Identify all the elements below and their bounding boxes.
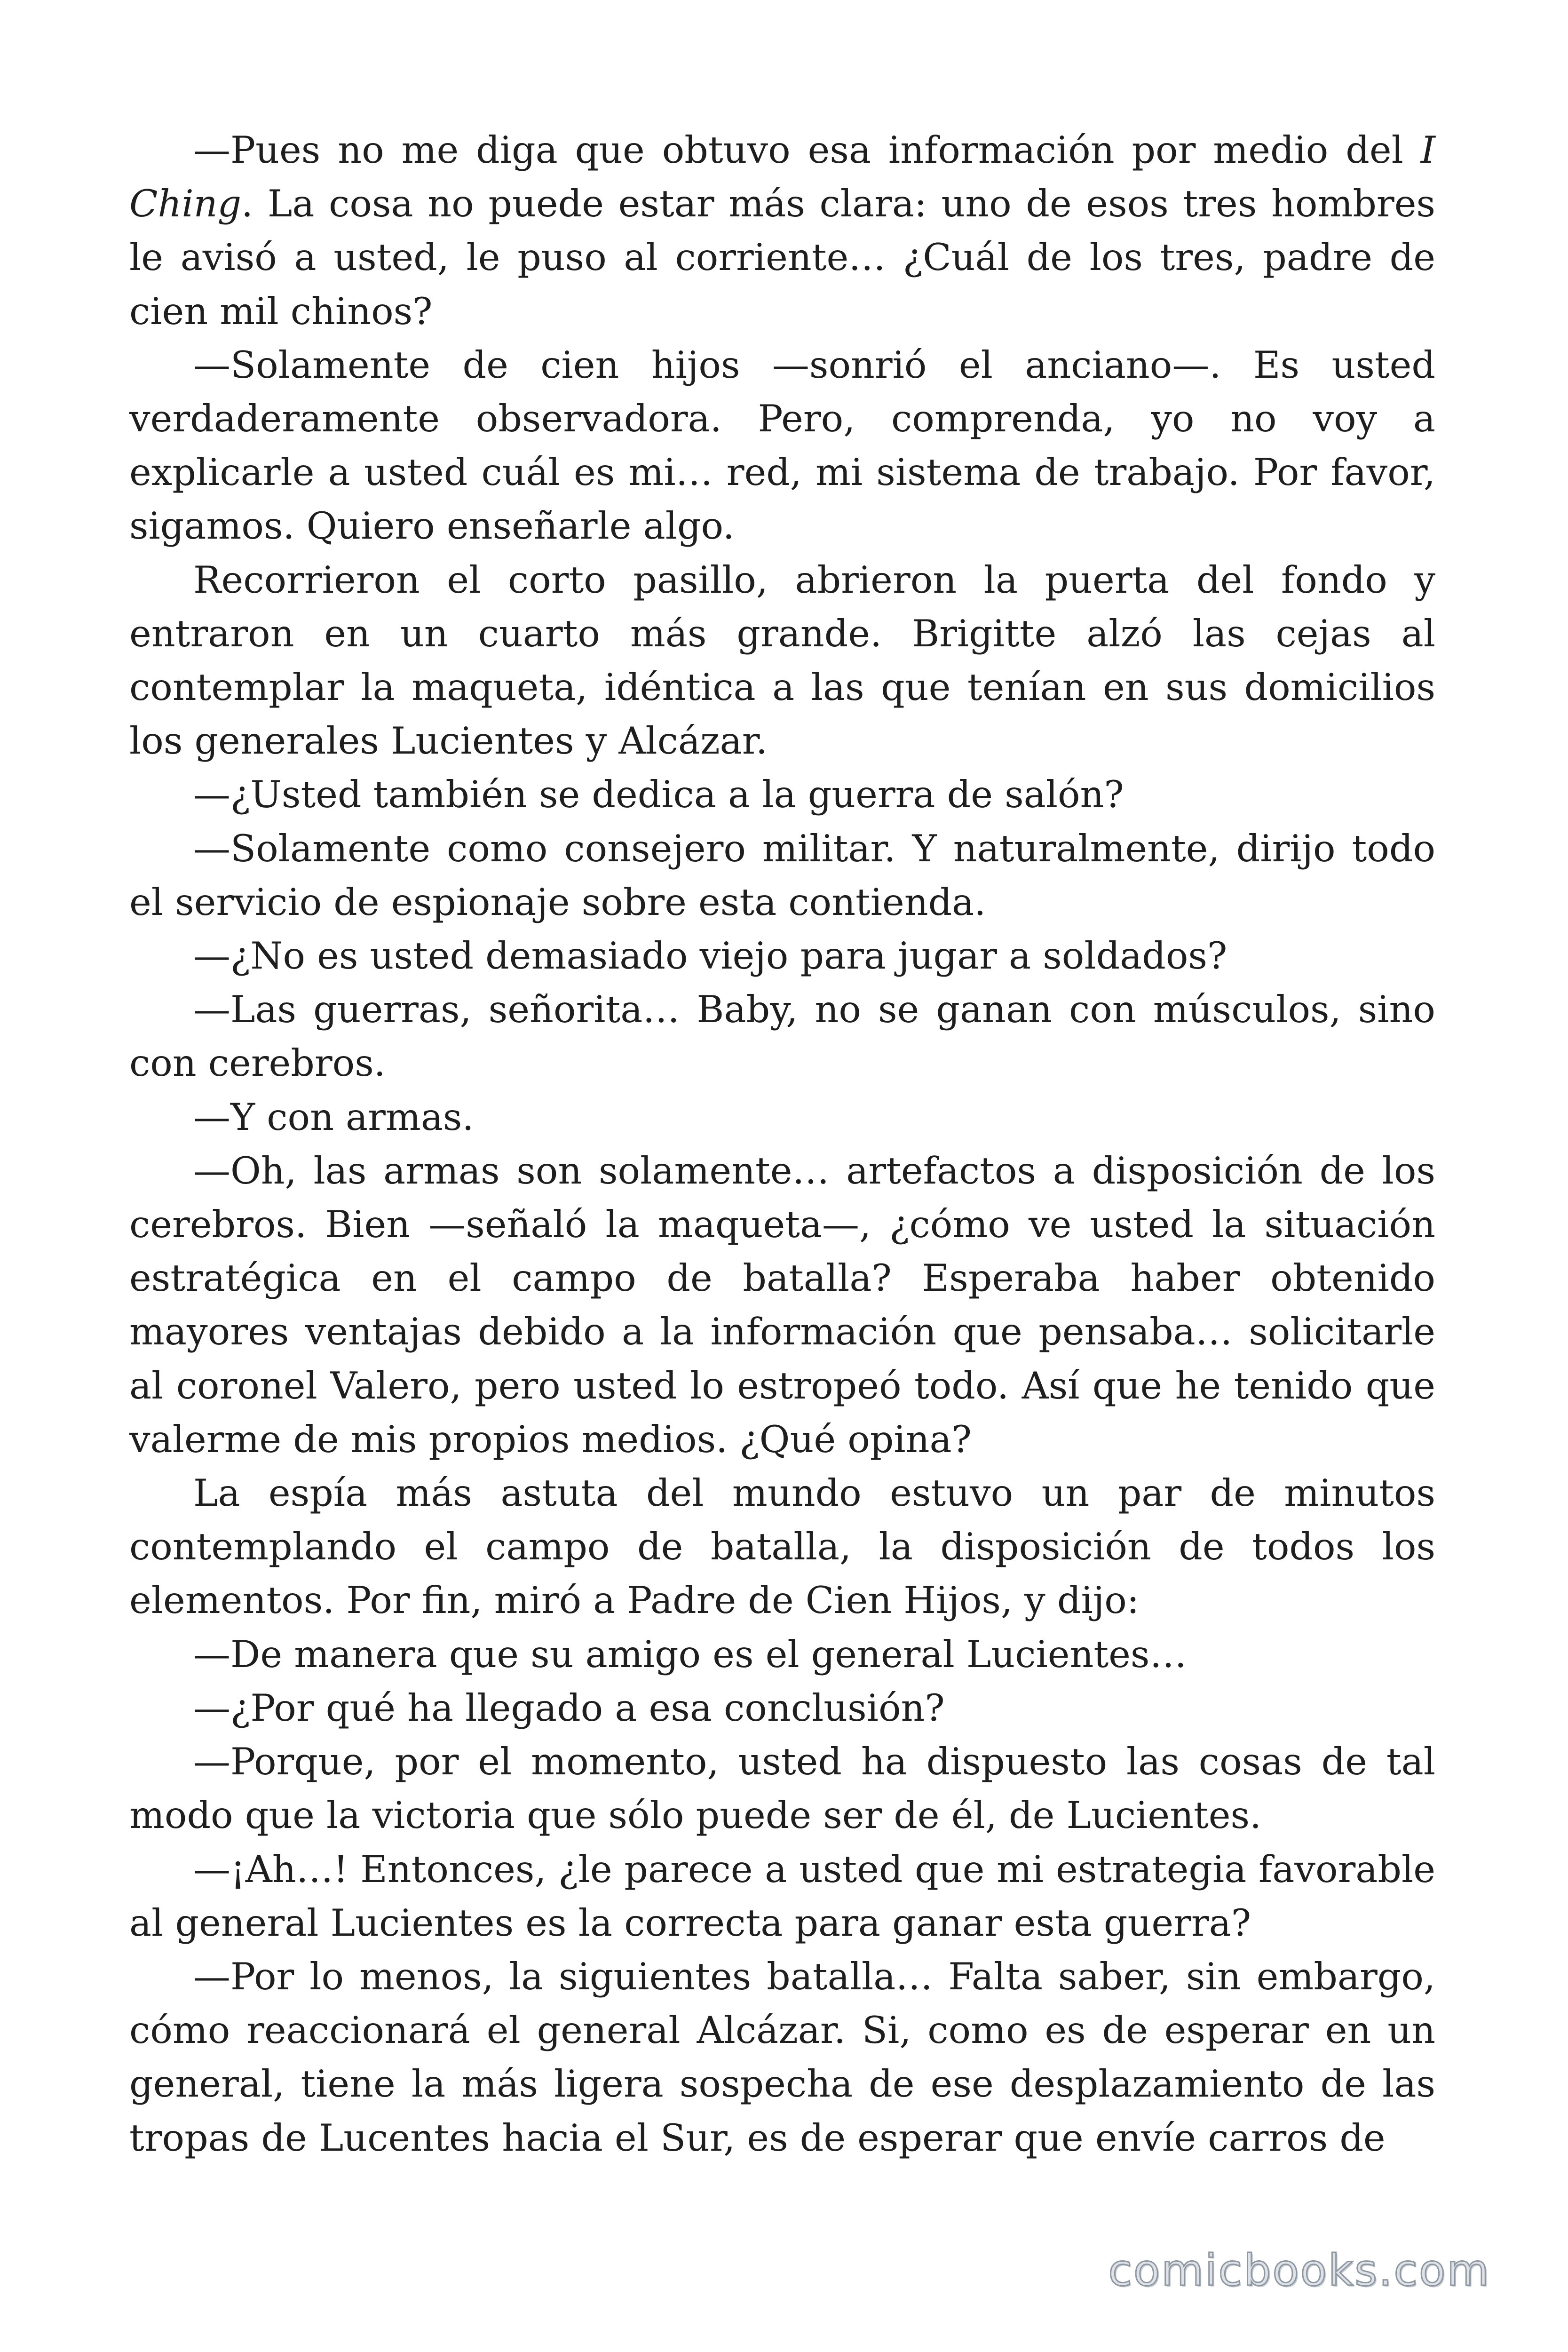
paragraph: —¿Por qué ha llegado a esa conclusión?	[193, 1686, 945, 1730]
paragraph: —De manera que su amigo es el general Lucientes…	[193, 1632, 1187, 1676]
paragraph: La espía más astuta del mundo estuvo un par de minutos contemplando el campo de batalla, la disposición de todos los elementos. Por fin, miró a Padre de Cien Hijos, y dijo:	[129, 1471, 1435, 1622]
body-text	[129, 123, 1435, 2165]
paragraph: Recorrieron el corto pasillo, abrieron la puerta del fondo y entraron en un cuarto más grande. Brigitte alzó las cejas al contemplar la maqueta, idéntica a las que tenían en sus domicilios los generales Lucientes y Alcázar.	[129, 558, 1435, 763]
paragraph: —¿Usted también se dedica a la guerra de salón?	[193, 773, 1124, 817]
book-title-italic: I Ching	[129, 128, 1435, 226]
paragraph: —Y con armas.	[193, 1095, 474, 1139]
paragraph: —Por lo menos, la siguientes batalla… Falta saber, sin embargo, cómo reaccionará el general Alcázar. Si, como es de esperar en un general, tiene la más ligera sospecha de ese desplazamiento de las tropas de Lucentes hacia el Sur, es de esperar que envíe carros de	[129, 1955, 1435, 2160]
paragraph: —Solamente de cien hijos —sonrió el anciano—. Es usted verdaderamente observadora. Pero, comprenda, yo no voy a explicarle a usted cuál es mi… red, mi sistema de trabajo. Por favor, sigamos. Quiero enseñarle algo.	[129, 343, 1435, 548]
paragraph: —Pues no me diga que obtuvo esa información por medio del I Ching. La cosa no puede estar más clara: uno de esos tres hombres le avisó a usted, le puso al corriente… ¿Cuál de los tres, padre de cien mil chinos?	[129, 128, 1435, 333]
paragraph: —Oh, las armas son solamente… artefactos a disposición de los cerebros. Bien —señaló la maqueta—, ¿cómo ve usted la situación estratégica en el campo de batalla? Esperaba haber obtenido mayores ventajas debido a la información que pensaba… solicitarle al coronel Valero, pero usted lo estropeó todo. Así que he tenido que valerme de mis propios medios. ¿Qué opina?	[129, 1149, 1435, 1461]
paragraph: —Porque, por el momento, usted ha dispuesto las cosas de tal modo que la victoria que sólo puede ser de él, de Lucientes.	[129, 1740, 1435, 1837]
watermark: comicbooks.com	[1108, 2245, 1490, 2296]
paragraph: —¡Ah…! Entonces, ¿le parece a usted que mi estrategia favorable al general Lucientes es la correcta para ganar esta guerra?	[129, 1847, 1435, 1945]
paragraph: —Las guerras, señorita… Baby, no se ganan con músculos, sino con cerebros.	[129, 988, 1435, 1085]
paragraph: —¿No es usted demasiado viejo para jugar a soldados?	[193, 934, 1227, 978]
paragraph: —Solamente como consejero militar. Y naturalmente, dirijo todo el servicio de espionaje sobre esta contienda.	[129, 826, 1435, 924]
